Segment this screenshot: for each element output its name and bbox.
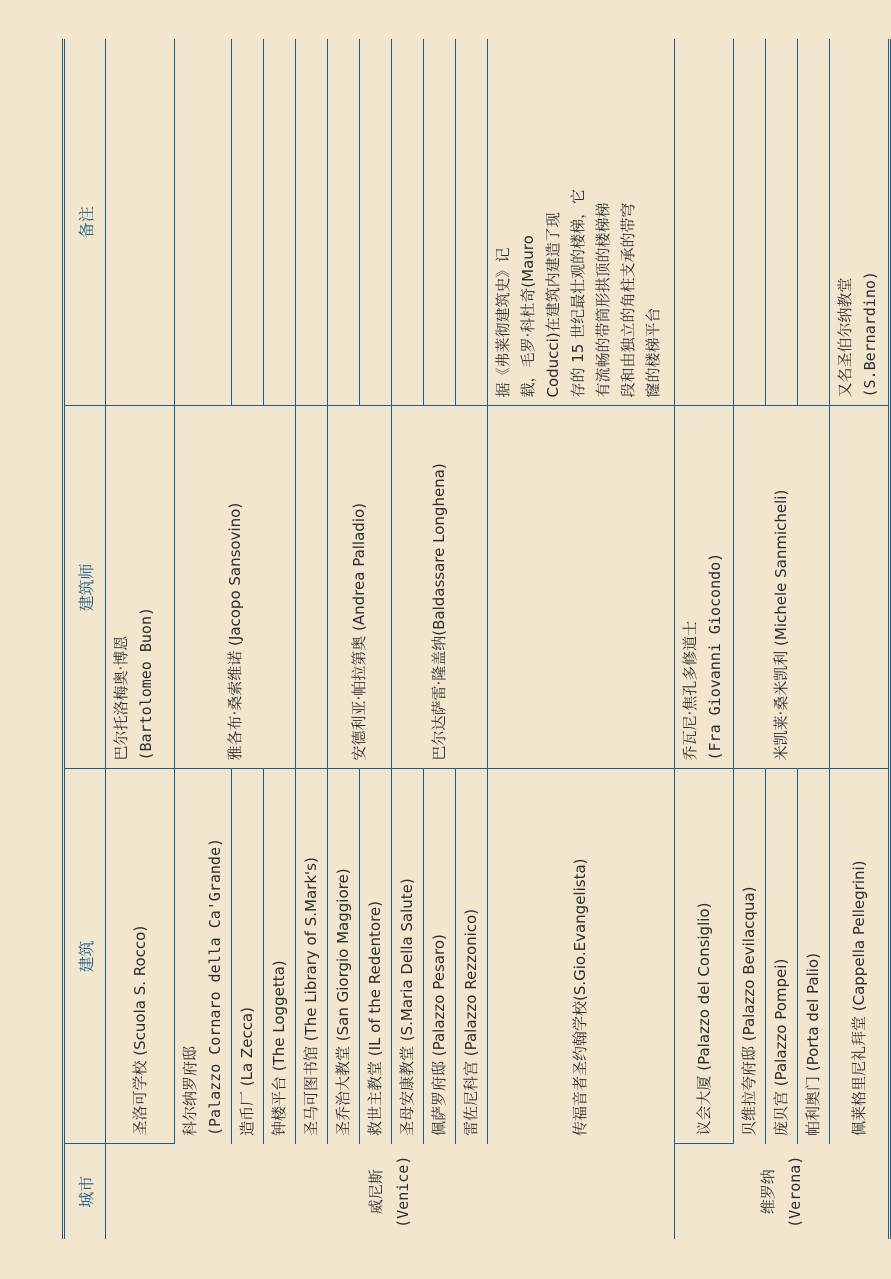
city-name: 威尼斯: [367, 1169, 385, 1215]
notes-cell: [296, 39, 328, 406]
notes-cell: [734, 39, 766, 406]
note-line: 有流畅的带筒形拱顶的楼梯梯: [594, 202, 612, 398]
note-line: 载，毛罗·科杜奇(Mauro: [519, 235, 537, 398]
notes-cell: [264, 39, 296, 406]
note-line: 据《弗莱彻建筑史》记: [494, 247, 512, 398]
city-cell-venice: [106, 1144, 675, 1239]
building-cell: 圣马可图书馆 (The Library of S.Mark's): [296, 769, 328, 1144]
architect-cell: [675, 406, 734, 769]
note-line: 窿的楼梯平台: [644, 307, 662, 398]
notes-cell: [232, 39, 264, 406]
notes-cell: [392, 39, 424, 406]
architect-name: 巴尔托洛梅奥·博恩: [112, 635, 130, 761]
notes-cell: [175, 39, 232, 406]
table-row: [392, 39, 424, 1239]
building-cell: 佩莱格里尼礼拜堂 (Cappella Pellegrini): [830, 769, 890, 1144]
building-cell: 钟楼平台 (The Loggetta): [264, 769, 296, 1144]
building-cell: 帕利奥门 (Porta del Palio): [798, 769, 830, 1144]
notes-cell: [798, 39, 830, 406]
note-line: 存的 15 世纪最壮观的楼梯，它: [569, 188, 587, 398]
building-name: 科尔纳罗府邸: [181, 1045, 199, 1136]
building-cell: 圣母安康教堂 (S.Maria Della Salute): [392, 769, 424, 1144]
architect-cell: [106, 406, 175, 769]
architect-name: 乔瓦尼·焦孔多修道士: [681, 620, 699, 761]
architect-cell: [488, 406, 673, 769]
notes-cell: [106, 39, 175, 406]
note-line: 段和由独立的角柱支承的带穹: [619, 202, 637, 398]
building-cell: 雷佐尼科宫 (Palazzo Rezzonico): [456, 769, 488, 1144]
building-cell: 庞贝宫 (Palazzo Pompei): [766, 769, 798, 1144]
architect-cell: 巴尔达萨雷·隆盖纳(Baldassare Longhena): [392, 406, 488, 769]
notes-cell: [456, 39, 488, 406]
architect-name-en: (Bartolomeo Buon): [137, 606, 155, 761]
building-cell: 救世主教堂 (IL of the Redentore): [360, 769, 392, 1144]
city-name: 维罗纳: [758, 1169, 777, 1215]
notes-cell: [830, 39, 890, 406]
building-cell: 圣乔治大教堂 (San Giorgio Maggiore): [328, 769, 360, 1144]
building-cell: 佩萨罗府邸 (Palazzo Pesaro): [424, 769, 456, 1144]
header-notes: 备注: [64, 39, 106, 406]
architect-cell: 雅各布·桑索维诺 (Jacopo Sansovino): [175, 406, 296, 769]
city-name-en: (Venice): [394, 1155, 412, 1228]
header-architect: 建筑师: [64, 406, 106, 769]
table-row: [106, 39, 175, 1239]
notes-cell: [766, 39, 798, 406]
header-row: [64, 39, 106, 1239]
notes-cell: [424, 39, 456, 406]
table-row: [175, 39, 232, 1239]
table-row: [830, 39, 890, 1239]
building-cell: 圣洛可学校 (Scuola S. Rocco): [106, 769, 175, 1144]
note-line: 又名圣伯尔纳教堂: [836, 277, 854, 398]
building-cell: 造币厂 (La Zecca): [232, 769, 264, 1144]
building-cell: 议会大厦 (Palazzo del Consiglio): [675, 769, 734, 1144]
architect-cell: [296, 406, 328, 769]
table-row: [675, 39, 734, 1239]
table-row: [488, 39, 673, 1239]
header-city: 城市: [64, 1144, 106, 1239]
notes-cell: [675, 39, 734, 406]
building-cell: 传福音者圣约翰学校(S.Gio.Evangelista): [488, 769, 673, 1144]
architect-cell: 安德利亚·帕拉第奥 (Andrea Palladio): [328, 406, 392, 769]
table-row: [734, 39, 766, 1239]
header-building: 建筑: [64, 769, 106, 1144]
city-cell-verona: [675, 1144, 890, 1239]
architect-cell: 米凯莱·桑米凯利 (Michele Sanmicheli): [734, 406, 830, 769]
notes-cell: [328, 39, 360, 406]
architect-name-en: (Fra Giovanni Giocondo): [706, 552, 724, 761]
city-name-en: (Verona): [785, 1155, 804, 1228]
building-name-en: (Palazzo Cornaro della Ca'Grande): [206, 837, 224, 1136]
table-row: [296, 39, 328, 1239]
note-line: Coducci)在建筑内建造了现: [544, 212, 562, 398]
architect-cell: [830, 406, 890, 769]
notes-cell: [488, 39, 673, 406]
building-cell: [175, 769, 232, 1144]
building-cell: 贝维拉夸府邸 (Palazzo Bevilacqua): [734, 769, 766, 1144]
notes-cell: [360, 39, 392, 406]
note-line: (S.Bernardino): [861, 271, 879, 398]
table-row: [328, 39, 360, 1239]
architecture-table: [62, 39, 891, 1239]
